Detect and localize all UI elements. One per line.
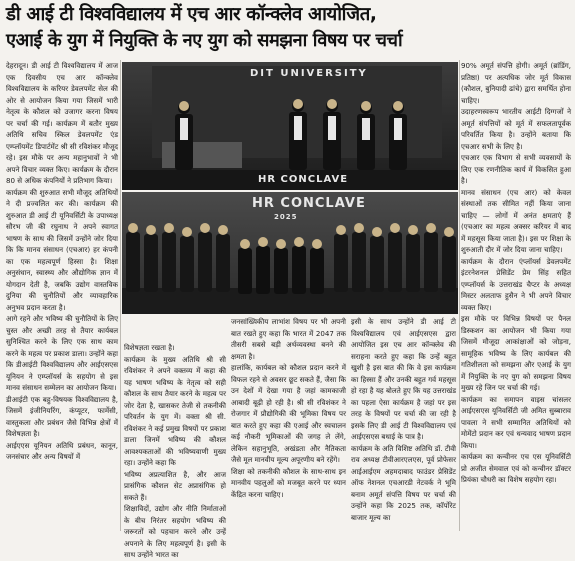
paragraph: जनसांख्यिकीय लाभांश विषय पर भी अपनी बात रखते हुए कहा कि भारत में 2047 तक तीसरी सबसे बड़ी अर्थव्यवस्था बनने की क्षमता है।: [231, 317, 346, 361]
article-column-center-2: [231, 316, 346, 532]
paragraph: शिक्षा को तकनीकी कौशल के साथ-साथ इन मानवीय पहलुओं को मजबूत करने पर ध्यान केंद्रित करना चाहिए।: [231, 466, 346, 499]
paragraph: कार्यक्रम के अति विशिष्ट अतिथि डॉ. टीवी राव अध्यक्ष टीवीआरएलएस, पूर्व प्रोफेसर आईआईएम अहमदाबाद फाउंडर प्रेसिडेंट ऑफ नेशनल एचआरडी नेटवर्क ने भूमि बनाम अमूर्त संपत्ति विषय पर चर्चा की उन्होंने कहा कि 2025 तक, कॉर्पोरेट बाजार मूल्य का: [351, 443, 456, 522]
paragraph: 90% अमूर्त संपत्ति होगी। अमूर्त (ब्रांडिंग, प्रतिष्ठा) पर अत्यधिक जोर मूर्त विकास (कौशल, बुनियादी ढांचे) द्वारा समर्थित होना चाहिए।: [461, 61, 571, 105]
article-column-center-3: [351, 316, 456, 532]
paragraph: विशेषज्ञता रखता है।: [124, 343, 175, 352]
paragraph: कार्यक्रम की शुरुआत सभी मौजूद अतिथियों ने दी प्रज्वलित कर की। कार्यक्रम की शुरुआत डी आई टी यूनिवर्सिटी के उपाध्यक्ष सौरभ जी की रघुनाथ ने अपने स्वागत भाषण के साथ की जिसमें उन्होंने जोर दिया कि कि मानव संसाधन (एचआर) हर कंपनी का एक महत्वपूर्ण हिस्सा है। शिक्षा अनुसंधान, स्वास्थ्य और औद्योगिक ज्ञान में योगदान देती है, जबकि उद्योग वास्तविक दुनिया की चुनौतियों और व्यावहारिक अनुभव प्रदान करता है।: [6, 187, 118, 312]
paragraph: कार्यक्रम का समापन वाइस चांसलर आईएसएस यूनिवर्सिटी जी अमित सुब्बाराव पावला ने सभी सम्मानित अतिथियों को मोमेंटो प्रदान कर एवं धन्यवाद भाषण प्रदान किया।: [461, 394, 571, 450]
paragraph: इस मौके पर विभिन्न विषयों पर पैनल डिस्कशन का आयोजन भी किया गया जिसमें मौजूदा आकांक्षाओं को जोड़ना, सामूहिक भविष्य के लिए कार्यबल की गतिशीलता को समझना और एआई के युग में नियुक्ति के नए युग को समझना विषय मुख्य रहे जिन पर चर्चा की गई।: [461, 314, 571, 392]
paragraph: आगे रहने और भविष्य की चुनौतियों के लिए चुस्त और अच्छी तरह से तैयार कार्यबल सुनिश्चित करने के लिए एक साथ काम करने के महत्व पर प्रकाश डाला। उन्होंने कहा कि डीआईटी विश्वविद्यालय और आईएसएस यूनियन ने एम्प्लॉयर्स के सहयोग से इस मानव संसाधन सम्मेलन का आयोजन किया।: [6, 314, 118, 392]
column-rule: [120, 60, 121, 531]
paragraph: उदाहरणस्वरूप भारतीय आईटी दिग्गजों ने अमूर्त संपत्तियों को मूर्त में सफलतापूर्वक परिवर्तित किया है। उन्होंने बताया कि एचआर सभी के लिए है।: [461, 107, 571, 151]
article-column-left: [6, 60, 118, 531]
paragraph: देहरादून। डी आई टी विश्वविद्यालय में आज एक दिवसीय एच आर कॉन्क्लेव विश्वविद्यालय के करियर डेवलपमेंट सेल की ओर से आयोजन किया गया जिसमें भारी नेतृत्व के कौशल को उजागर करना विषय पर चर्चा की गई। कार्यक्रम में बतौर मुख्य अतिथि सचिव स्किल डेवलपमेंट एंड एम्प्लॉयमेंट डिपार्टमेंट श्री सी रविशंकर मौजूद रहे। इस मौके पर अन्य महानुभावों ने भी अपने विचार व्यक्त किए। कार्यक्रम के दौरान 80 से अधिक कंपनियों ने प्रतिभाग किया।: [6, 61, 118, 185]
paragraph: भविष्य अप्रत्याशित है, और आज प्रासंगिक कौशल सेट अप्रासंगिक हो सकते हैं।: [124, 469, 226, 502]
paragraph: मानव संसाधन (एच आर) को केवल संस्थाओं तक सीमित नहीं किया जाना चाहिए — लोगों में अनंत क्षमताएं हैं (एचआर का महत्व अक्सर करियर में बाद में महसूस किया जाता है)। इस पर शिक्षा के शुरुआती दौर में जोर दिया जाना चाहिए।: [461, 187, 571, 254]
paragraph: शिक्षाविदों, उद्योग और नीति निर्माताओं के बीच निरंतर सहयोग भविष्य की जरूरतों को पहचान करने और उन्हें अपनाने के लिए महत्वपूर्ण है। इसी के साथ उन्होंने भारत का: [124, 504, 226, 559]
headline-line-1: डी आई टी विश्वविद्यालय में एच आर कॉन्क्लेव आयोजित,: [6, 4, 377, 25]
paragraph: कार्यक्रम के दौरान एंप्लॉयर्स डेवलपमेंट इंटरनेशनल प्रेसिडेंट प्रेम सिंह सहित एम्प्लॉयर्स के उत्तराखंड चैप्टर के अध्यक्ष मिस्टर अलताफ हुसैन ने भी अपने विचार व्यक्त किए।: [461, 256, 571, 312]
paragraph: आईएएस यूनियन अतिथि प्रबंधन, कानून, जनसंचार और अन्य विषयों में: [6, 440, 118, 461]
paragraph: हालांकि, कार्यबल को कौशल प्रदान करने में विफल रहने से अवसर छूट सकते हैं, जैसा कि उन देशों में देखा गया है जहां कामकाजी आबादी बूढ़ी हो रही है। श्री सी रविशंकर ने रोजगार में प्रौद्योगिकी की भूमिका विषय पर बात करते हुए कहा की एआई और स्वचालन कई नौकरी भूमिकाओं की जगह ले लेंगे, लेकिन सहानुभूति, अखंडता और नैतिकता जैसे मूल मानवीय मूल्य अपूरणीय बने रहेंगे।: [231, 363, 346, 464]
photo-dignitaries-graphic: [122, 62, 458, 190]
headline-line-2: एआई के युग में नियुक्ति के नए युग को समझना विषय पर चर्चा: [6, 30, 403, 51]
headline: [0, 0, 575, 58]
paragraph: डीआईटी एक बहु-विषयक विश्वविद्यालय है, जिसमें इंजीनियरिंग, कंप्यूटर, फार्मेसी, वास्तुकला और प्रबंधन जैसे विभिन्न क्षेत्रों में विशेषज्ञता है।: [6, 394, 118, 438]
column-rule: [459, 60, 460, 531]
photo-group: [122, 192, 458, 314]
article-column-right: [461, 60, 571, 531]
paragraph: कार्यक्रम के मुख्य अतिथि श्री सी रविशंकर ने अपने वक्तव्य में कहा की यह भाषण भविष्य के नेतृत्व को सही कौशल के साथ तैयार करने के महत्व पर जोर देता है, खासकर तेजी से तकनीकी परिवर्तन के युग में। वक्ता श्री सी. रविशंकर ने कई प्रमुख विषयों पर प्रकाश डाला जिनमें भविष्य की कौशल आवश्यकताओं की भविष्यवाणी मुख्य रहा। उन्होंने कहा कि: [124, 354, 226, 467]
paragraph: इसी के साथ उन्होंने डी आई टी विश्वविद्यालय एवं आईएसएस द्वारा आयोजित इस एच आर कॉन्क्लेव की सराहना करते हुए कहा कि उन्हें बहुत खुशी है इस बात की कि वे इस कार्यक्रम का हिस्सा हैं और उनकी बहुत गर्व महसूस हो रहा है यह बोलते हुए कि यह उत्तराखंड का पहला ऐसा कार्यक्रम है जहां पर इस तरह के विषयों पर चर्चा की जा रही है इसके लिए डी आई टी विश्वविद्यालय एवं आईएसएस बधाई के पात्र है।: [351, 317, 456, 441]
paragraph: एचआर एक विभाग से सभी व्यवसायों के लिए एक रणनीतिक कार्य में विकसित हुआ है।: [461, 153, 571, 185]
article-column-center-1: [124, 342, 226, 559]
banner-conclave-label: HR CONCLAVE: [258, 174, 349, 185]
banner-year: 2025: [274, 213, 298, 221]
paragraph: कार्यक्रम का कन्वीनर एच एस यूनिवर्सिटी प्रो अजीत सेमवाल एवं को कन्वीनर डॉक्टर प्रियंका चौधरी का विशेष सहयोग रहा।: [461, 452, 571, 484]
banner-hr-conclave: HR CONCLAVE: [252, 196, 366, 211]
banner-university-name: DIT UNIVERSITY: [250, 68, 368, 79]
photo-dignitaries: [122, 62, 458, 190]
